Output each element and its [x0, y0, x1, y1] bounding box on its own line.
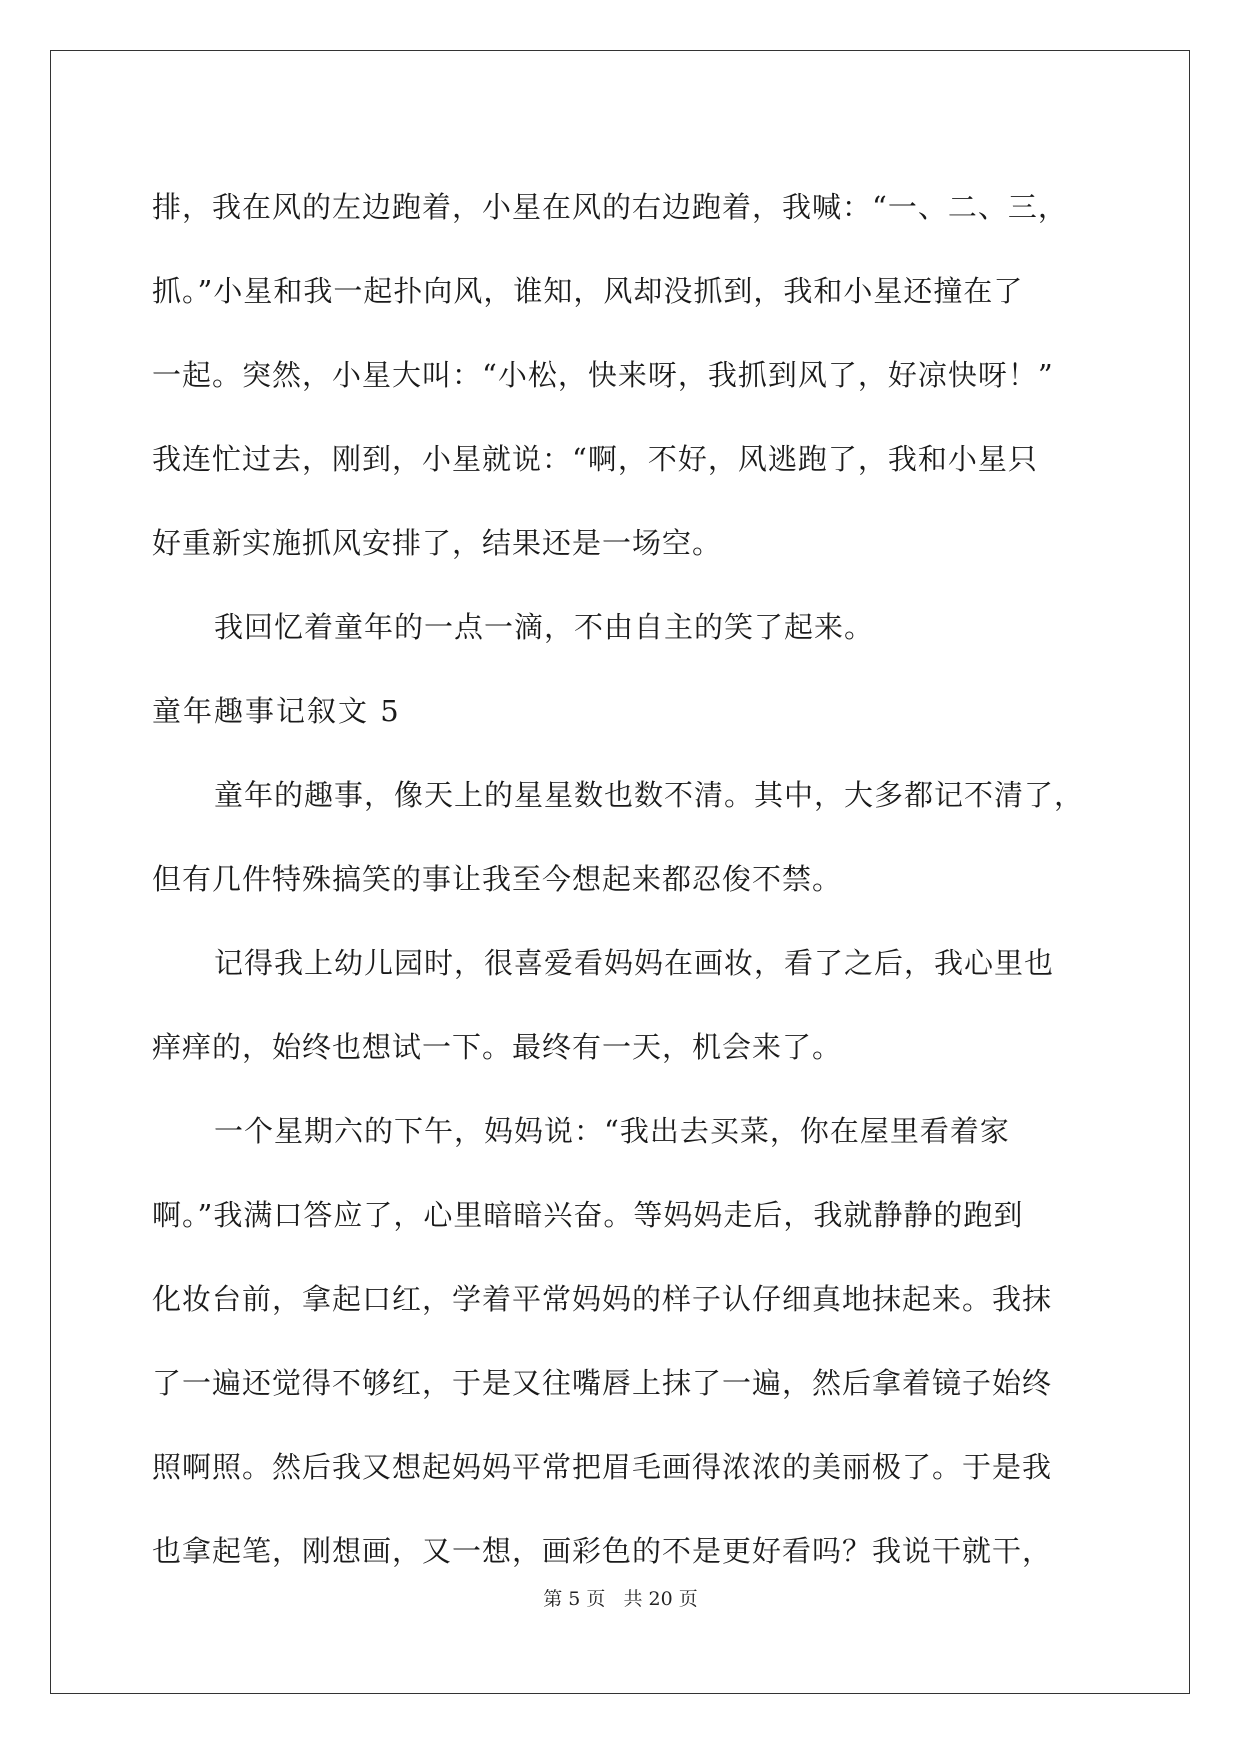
text-line: 化妆台前，拿起口红，学着平常妈妈的样子认仔细真地抹起来。我抹 — [152, 1282, 1053, 1316]
text-line: 一个星期六的下午，妈妈说：“我出去买菜，你在屋里看着家 — [214, 1114, 1010, 1148]
text-line: 我连忙过去，刚到，小星就说：“啊，不好，风逃跑了，我和小星只 — [152, 442, 1038, 476]
text-line: 啊。”我满口答应了，心里暗暗兴奋。等妈妈走后，我就静静的跑到 — [152, 1198, 1024, 1232]
text-line: 照啊照。然后我又想起妈妈平常把眉毛画得浓浓的美丽极了。于是我 — [152, 1450, 1053, 1484]
page-number-footer: 第 5 页 共 20 页 — [543, 1588, 698, 1610]
text-line: 一起。突然，小星大叫：“小松，快来呀，我抓到风了，好凉快呀！” — [152, 358, 1054, 392]
text-line: 痒痒的，始终也想试一下。最终有一天，机会来了。 — [152, 1030, 843, 1064]
text-line: 记得我上幼儿园时，很喜爱看妈妈在画妆，看了之后，我心里也 — [214, 946, 1055, 980]
text-line: 但有几件特殊搞笑的事让我至今想起来都忍俊不禁。 — [152, 862, 843, 896]
text-line: 了一遍还觉得不够红，于是又往嘴唇上抹了一遍，然后拿着镜子始终 — [152, 1366, 1053, 1400]
text-line: 童年的趣事，像天上的星星数也数不清。其中，大多都记不清了， — [214, 778, 1085, 812]
text-line: 排，我在风的左边跑着，小星在风的右边跑着，我喊：“一、二、三， — [152, 190, 1068, 224]
text-line: 我回忆着童年的一点一滴，不由自主的笑了起来。 — [214, 610, 875, 644]
section-heading: 童年趣事记叙文 5 — [152, 694, 401, 728]
text-line: 抓。”小星和我一起扑向风，谁知，风却没抓到，我和小星还撞在了 — [152, 274, 1024, 308]
text-line: 也拿起笔，刚想画，又一想，画彩色的不是更好看吗？我说干就干， — [152, 1534, 1053, 1568]
text-line: 好重新实施抓风安排了，结果还是一场空。 — [152, 526, 723, 560]
document-body — [152, 165, 1092, 1593]
